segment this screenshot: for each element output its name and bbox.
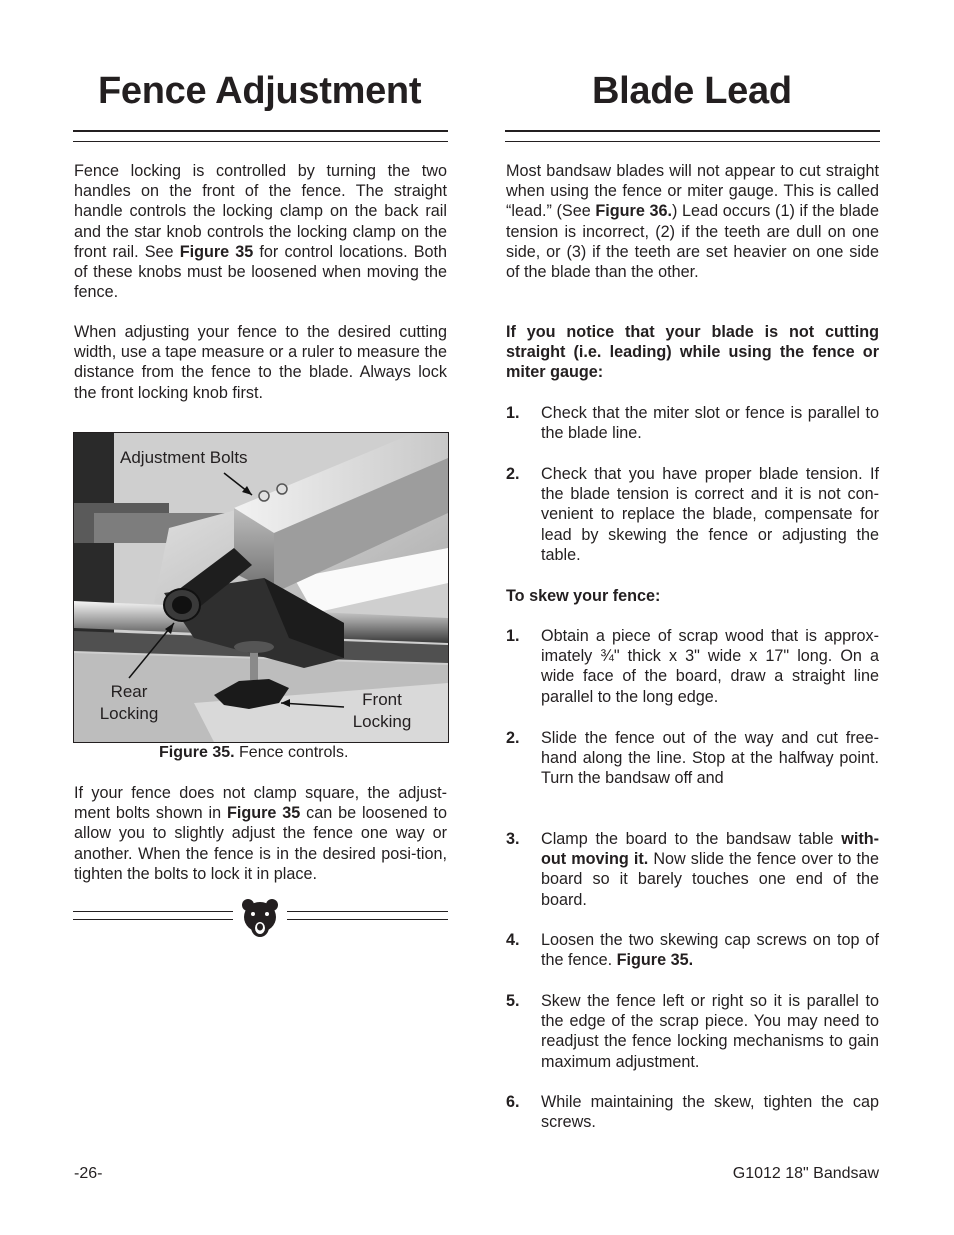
left-p1-text-b: for control locations. Both of these knobs must be loosened when moving the fence. — [74, 242, 447, 302]
footer-page-number: -26- — [74, 1165, 103, 1182]
left-paragraph-2 — [74, 322, 447, 403]
caption-text: Fence controls. — [234, 744, 349, 761]
list1-item-2: Check that you have proper blade tension. If the blade tension is correct and it is not con-venient to replace the blade, compensate for lead by skewing the fence or adjusting the table. — [541, 465, 879, 564]
list2-item-4 — [541, 930, 879, 970]
left-paragraph-3 — [74, 783, 447, 884]
list2-number-6: 6. — [506, 1093, 520, 1111]
list2-item-4-bold: Figure 35. — [616, 951, 694, 970]
divider-left-bottom — [73, 919, 233, 920]
left-p3-text-a: If your fence does not clamp square, the adjust-ment bolts shown in — [74, 784, 447, 823]
list2-item-2: Slide the fence out of the way and cut free-hand along the line. Stop at the halfway point. Turn the bandsaw off and — [541, 729, 879, 788]
left-p2-text: When adjusting your fence to the desired cutting width, use a tape measure or a ruler to measure the distance from the fence to the blade. Always lock the front locking knob first. — [74, 323, 447, 402]
divider-right-top — [287, 911, 448, 912]
skew-heading: To skew your fence: — [506, 587, 661, 605]
figure-35-photo — [73, 432, 449, 743]
list2-item-3-text-a: Clamp the board to the bandsaw table — [541, 830, 842, 848]
left-p1-figure-ref: Figure 35 — [179, 242, 254, 261]
label-rear-locking-1: Rear — [110, 682, 148, 701]
left-title-rule-bottom — [73, 141, 448, 142]
list2-item-1: Obtain a piece of scrap wood that is approx-imately ¾" thick x 3" wide x 17" long. On a wide face of the board, draw a straight line parallel to the long edge. — [541, 627, 879, 706]
caption-label: Figure 35. — [159, 744, 235, 761]
list2-item-3 — [541, 829, 879, 910]
divider-right-bottom — [287, 919, 448, 920]
left-p3-text-b: can be loosened to allow you to slightly adjust the fence one way or another. When the fence is in the desired posi-tion, tighten the bolts to lock it in place. — [74, 804, 448, 883]
right-title-rule-top — [505, 130, 880, 132]
list2-number-3: 3. — [506, 830, 520, 848]
list2-item-3-bold: with-out moving it. — [541, 830, 879, 869]
left-paragraph-1 — [74, 161, 447, 302]
left-title-rule-top — [73, 130, 448, 132]
divider-left-top — [73, 911, 233, 912]
bear-head-icon — [240, 897, 280, 939]
right-p1-text-b: ) Lead occurs (1) if the blade tension is incorrect, (2) if the teeth are dull on one side, or (3) if the teeth are set heavier on one side of the blade than the other. — [506, 202, 879, 282]
right-title-rule-bottom — [505, 141, 880, 142]
label-front-locking-2: Locking — [352, 712, 412, 731]
label-adjustment-bolts: Adjustment Bolts — [120, 448, 248, 467]
right-title: Blade Lead — [592, 70, 792, 112]
left-p3-figure-ref: Figure 35 — [226, 804, 301, 823]
right-p1-text-a: Most bandsaw blades will not appear to cut straight when using the fence or miter gauge. This is called “lead.” (See — [506, 162, 879, 221]
list1-number-1: 1. — [506, 404, 520, 422]
list2-number-5: 5. — [506, 992, 520, 1010]
left-p1-text-a: Fence locking is controlled by turning the two handles on the front of the fence. The straight handle controls the locking clamp on the back rail and the star knob controls the locking clamp on the front rail. See — [74, 162, 447, 261]
list1-number-2: 2. — [506, 465, 520, 483]
label-rear-locking-2: Locking — [99, 704, 159, 723]
right-bold-intro: If you notice that your blade is not cutting straight (i.e. leading) while using the fence or miter gauge: — [506, 323, 879, 382]
left-title: Fence Adjustment — [98, 70, 422, 112]
right-paragraph-1 — [506, 161, 879, 282]
list2-item-4-text-a: Loosen the two skewing cap screws on top of the fence. — [541, 931, 879, 970]
label-front-locking-1: Front — [362, 690, 402, 709]
list2-number-1: 1. — [506, 627, 520, 645]
list2-item-3-text-b: Now slide the fence over to the board so it barely touches one end of the board. — [541, 850, 879, 909]
list2-item-6: While maintaining the skew, tighten the cap screws. — [541, 1093, 879, 1132]
right-p1-figure-ref: Figure 36. — [595, 202, 673, 221]
list1-item-1: Check that the miter slot or fence is parallel to the blade line. — [541, 404, 879, 443]
list2-number-4: 4. — [506, 931, 520, 949]
list2-number-2: 2. — [506, 729, 520, 747]
footer-model: G1012 18" Bandsaw — [732, 1165, 879, 1182]
list2-item-5: Skew the fence left or right so it is parallel to the edge of the scrap piece. You may need to readjust the fence locking mechanisms to gain maximum adjustment. — [541, 992, 879, 1071]
figure-35-caption — [159, 744, 348, 762]
